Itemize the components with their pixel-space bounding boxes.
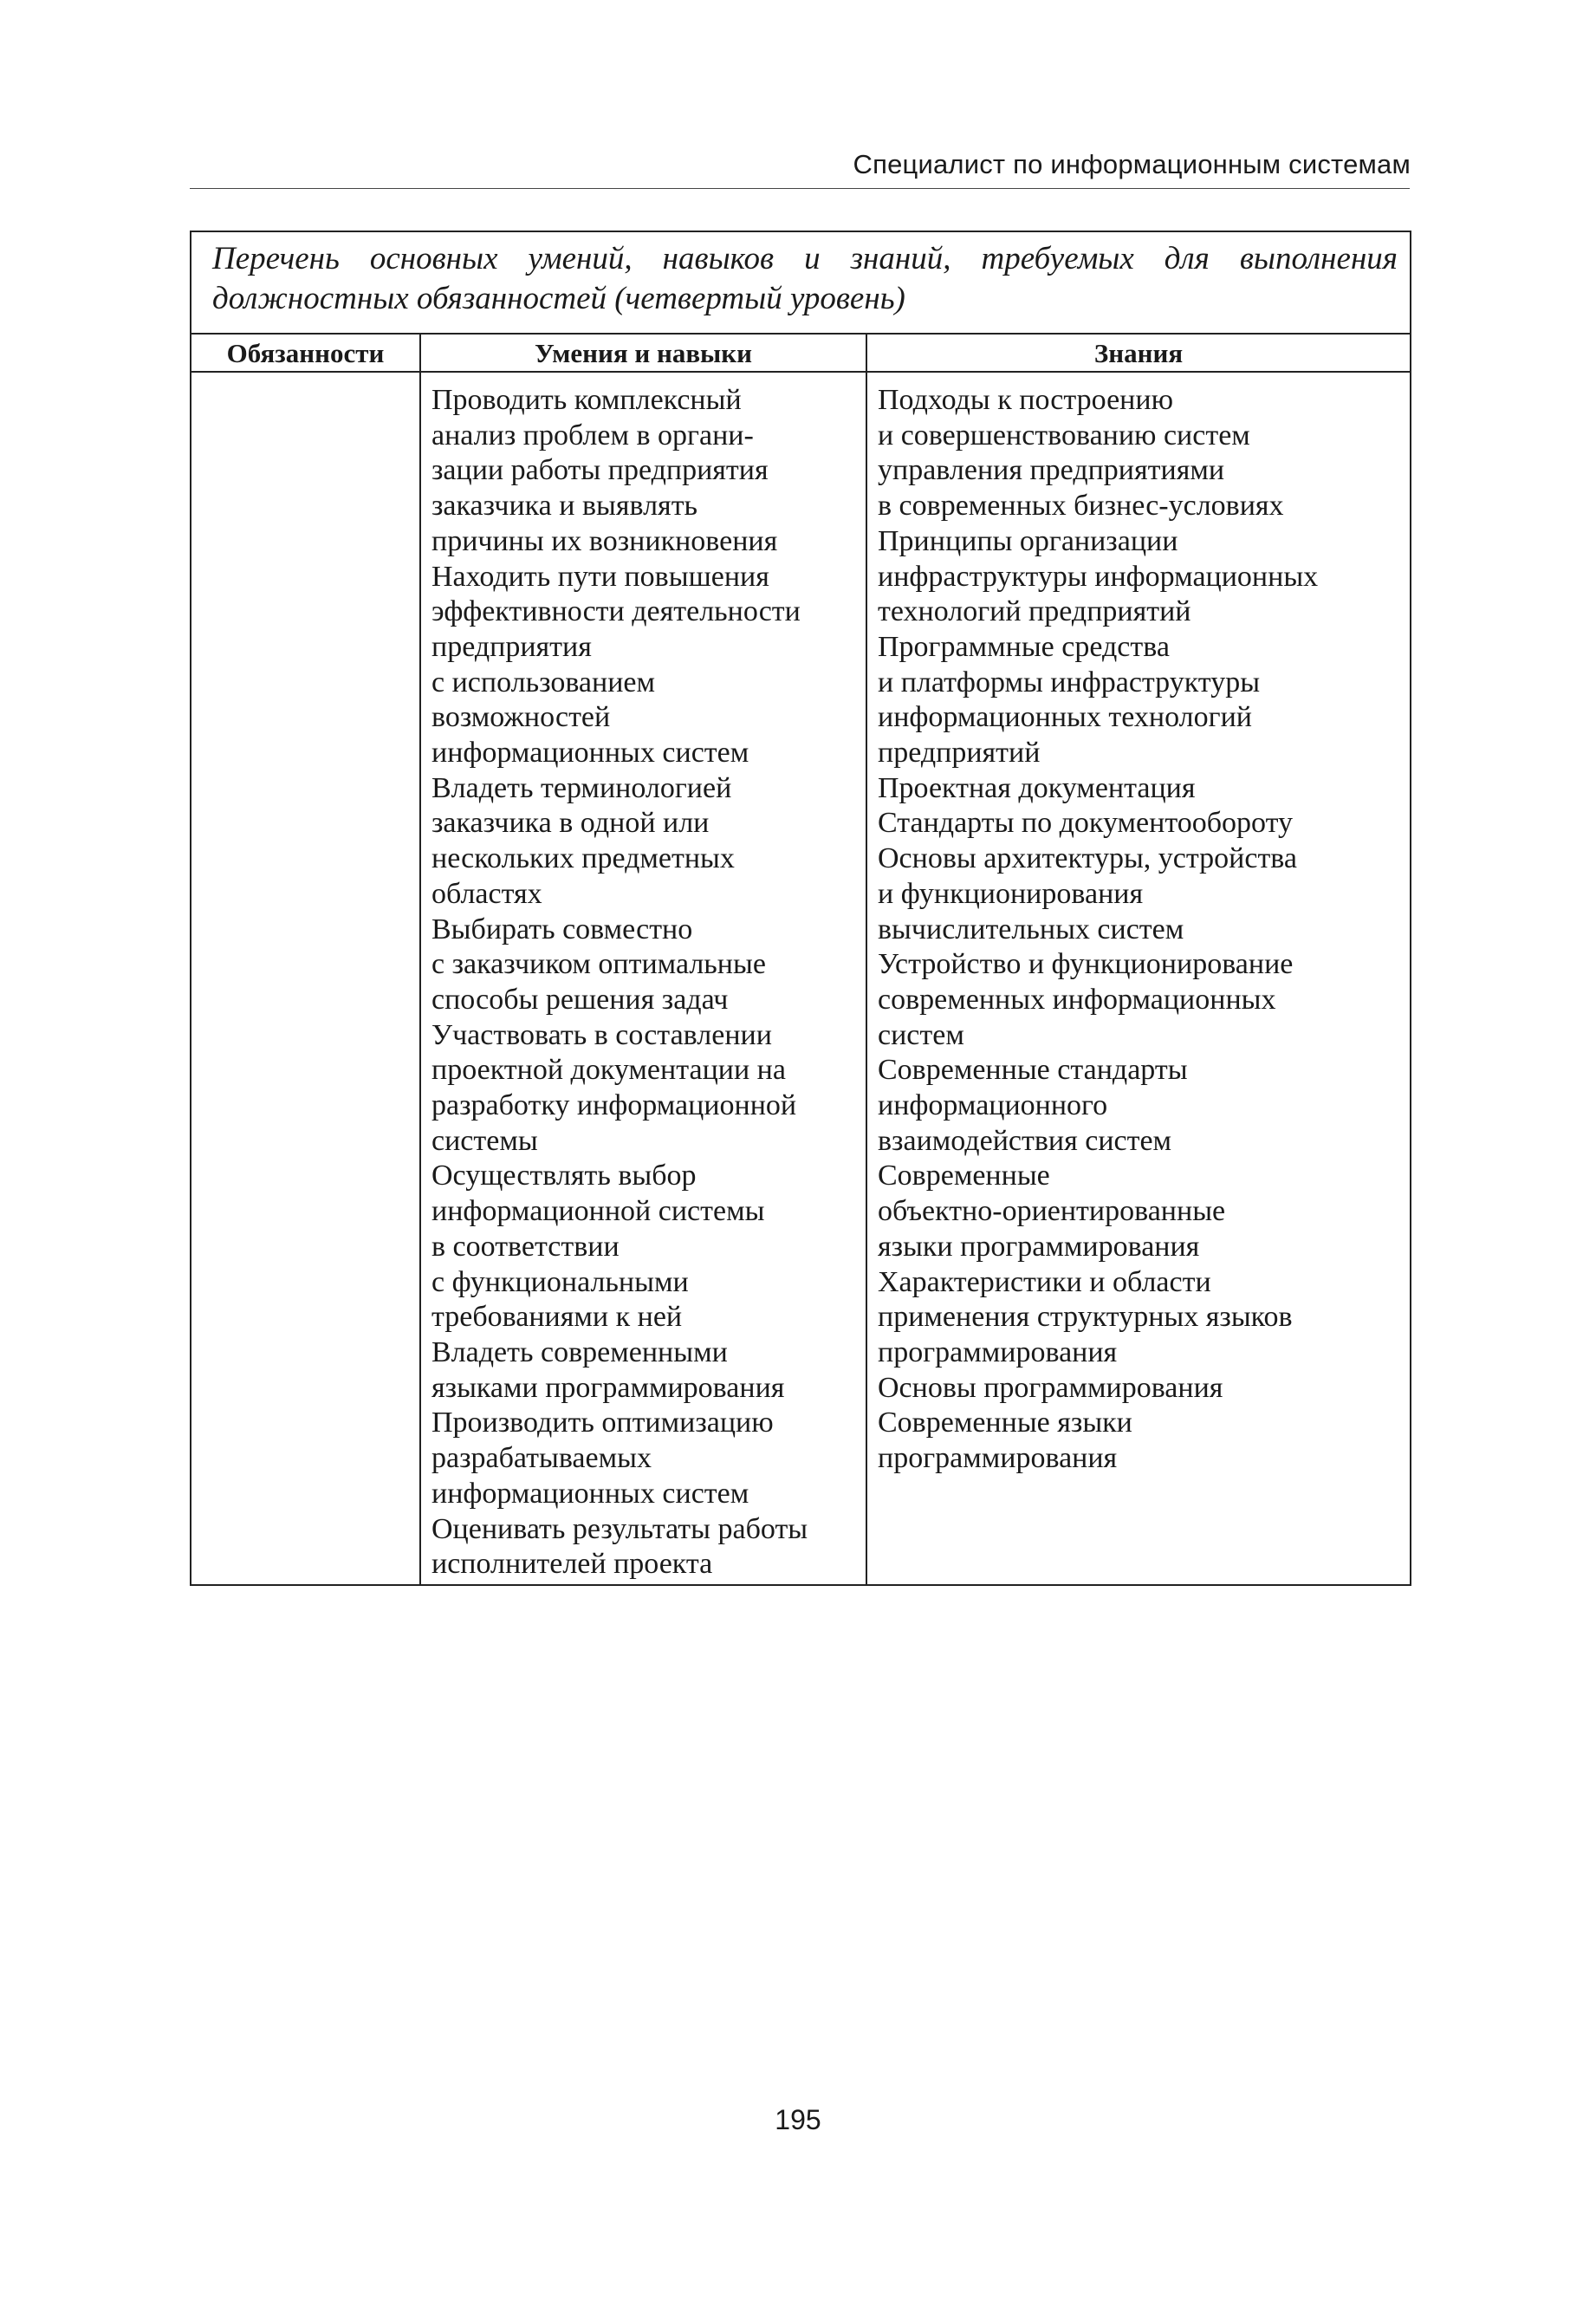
cell-text-line: областях [431,877,542,910]
skills-list [431,383,860,1582]
cell-text-line: требованиями к ней [431,1301,683,1334]
cell-text-line: вычислительных систем [878,913,1184,945]
cell-text-line: заказчика и выявлять [431,490,698,523]
cell-text-line: в соответствии [431,1230,620,1263]
cell-text-line: применения структурных языков [878,1301,1293,1334]
table-row [191,372,1411,1585]
cell-text-line: информационных технологий [878,701,1252,734]
cell-text-line: Основы программирования [878,1371,1223,1404]
cell-text-line: в современных бизнес-условиях [878,490,1284,523]
cell-text-line: разрабатываемых [431,1442,652,1475]
cell-text-line: Современные языки [878,1407,1132,1439]
cell-text-line: инфраструктуры информационных [878,560,1319,593]
cell-text-line: Характеристики и области [878,1265,1211,1298]
cell-text-line: Стандарты по документообороту [878,807,1293,840]
cell-text-line: Владеть современными [431,1335,728,1368]
cell-text-line: разработку информационной [431,1089,797,1122]
cell-text-line: Современные [878,1160,1050,1192]
cell-text-line: способы решения задач [431,983,729,1016]
cell-text-line: причины их возникновения [431,524,778,557]
cell-text-line: с функциональными [431,1265,689,1298]
page-number: 195 [775,2104,821,2135]
cell-text-line: информационного [878,1089,1108,1122]
cell-text-line: Проектная документация [878,771,1196,804]
cell-text-line: нескольких предметных [431,842,735,875]
skills-cell [420,372,866,1585]
cell-text-line: Владеть терминологией [431,771,732,804]
cell-text-line: и функционирования [878,877,1144,910]
cell-text-line: Устройство и функционирование [878,948,1294,981]
cell-text-line: анализ проблем в органи- [431,419,754,452]
cell-text-line: объектно-ориентированные [878,1195,1226,1228]
cell-text-line: Производить оптимизацию [431,1407,774,1439]
table-header-row [191,334,1411,372]
cell-text-line: Программные средства [878,630,1170,663]
cell-text-line: взаимодействия систем [878,1124,1172,1157]
cell-text-line: программирования [878,1442,1118,1475]
cell-text-line: Выбирать совместно [431,913,693,945]
knowledge-list [878,383,1405,1477]
knowledge-cell [866,372,1411,1585]
header-knowledge: Знания [866,334,1411,372]
cell-text-line: Находить пути повышения [431,560,769,593]
cell-text-line: исполнителей проекта [431,1548,713,1581]
cell-text-line: Подходы к построению [878,384,1173,416]
cell-text-line: Осуществлять выбор [431,1160,697,1192]
cell-text-line: и платформы инфраструктуры [878,666,1261,698]
cell-text-line: программирования [878,1335,1118,1368]
header-skills: Умения и навыки [420,334,866,372]
cell-text-line: Принципы организации [878,524,1178,557]
cell-text-line: зации работы предприятия [431,454,769,487]
cell-text-line: с использованием [431,666,656,698]
table-caption: Перечень основных умений, навыков и знаний, требуемых для выполнения должностных обязанностей (четвертый уровень) [191,231,1411,334]
cell-text-line: предприятий [878,737,1041,770]
cell-text-line: системы [431,1124,538,1157]
cell-text-line: технологий предприятий [878,595,1191,628]
cell-text-line: Оценивать результаты работы [431,1512,808,1545]
cell-text-line: управления предприятиями [878,454,1225,487]
running-header: Специалист по информационным системам [853,149,1411,179]
header-duties: Обязанности [191,334,420,372]
duties-cell [191,372,420,1585]
cell-text-line: предприятия [431,630,592,663]
cell-text-line: систем [878,1018,964,1051]
cell-text-line: языки программирования [878,1230,1200,1263]
cell-text-line: возможностей [431,701,611,734]
cell-text-line: информационной системы [431,1195,765,1228]
cell-text-line: современных информационных [878,983,1276,1016]
cell-text-line: заказчика в одной или [431,807,710,840]
cell-text-line: Проводить комплексный [431,384,742,416]
requirements-table [190,231,1411,1586]
cell-text-line: проектной документации на [431,1054,786,1087]
cell-text-line: языками программирования [431,1371,785,1404]
cell-text-line: Участвовать в составлении [431,1018,772,1051]
cell-text-line: информационных систем [431,737,749,770]
cell-text-line: и совершенствованию систем [878,419,1250,452]
cell-text-line: Современные стандарты [878,1054,1188,1087]
cell-text-line: с заказчиком оптимальные [431,948,766,981]
cell-text-line: информационных систем [431,1477,749,1510]
table-caption-row [191,231,1411,334]
cell-text-line: Основы архитектуры, устройства [878,842,1298,875]
cell-text-line: эффективности деятельности [431,595,801,628]
header-rule [190,188,1410,189]
